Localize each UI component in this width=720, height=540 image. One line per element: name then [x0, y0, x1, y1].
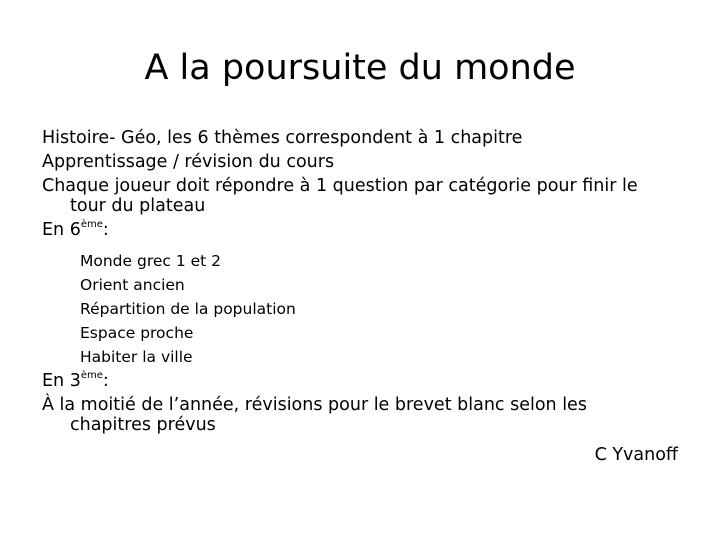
- en6-prefix: En 6: [42, 220, 81, 240]
- en3-prefix: En 3: [42, 371, 81, 391]
- en3-suffix: :: [102, 371, 109, 391]
- slide-title: A la poursuite du monde: [144, 48, 576, 88]
- line-chaque-joueur: Chaque joueur doit répondre à 1 question par catégorie pour finir le: [42, 176, 638, 196]
- theme-item: Monde grec 1 et 2: [80, 252, 222, 270]
- theme-item: Orient ancien: [80, 276, 185, 294]
- line-chaque-joueur-cont: tour du plateau: [70, 196, 206, 216]
- en6-suffix: :: [102, 220, 109, 240]
- author: C Yvanoff: [594, 445, 678, 465]
- theme-item: Répartition de la population: [80, 300, 296, 318]
- line-apprentissage: Apprentissage / révision du cours: [42, 152, 335, 172]
- line-themes: Histoire- Géo, les 6 thèmes correspondent à 1 chapitre: [42, 128, 523, 148]
- en6-sup: ème: [80, 219, 103, 230]
- heading-en-6eme: [42, 218, 702, 242]
- theme-item: Espace proche: [80, 324, 194, 342]
- line-moitie-annee-cont: chapitres prévus: [70, 415, 216, 435]
- theme-item: Habiter la ville: [80, 348, 193, 366]
- line-moitie-annee: À la moitié de l’année, révisions pour le brevet blanc selon les: [42, 395, 587, 415]
- en3-sup: ème: [80, 370, 103, 381]
- heading-en-3eme: [42, 369, 702, 393]
- slide-body: [42, 126, 702, 467]
